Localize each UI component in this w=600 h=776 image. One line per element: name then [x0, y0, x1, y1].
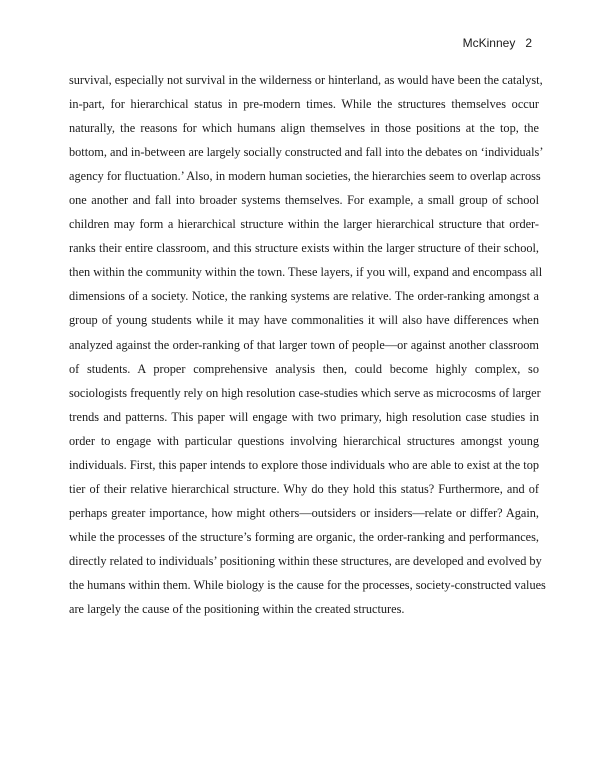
text-line: are largely the cause of the positioning within the created structures.	[69, 602, 405, 617]
text-line: analyzed against the order-ranking of that larger town of people—or against another classroom	[69, 337, 539, 352]
text-line: the humans within them. While biology is the cause for the processes, society-constructed values	[69, 577, 546, 592]
author-name: McKinney	[462, 36, 516, 50]
text-line: agency for fluctuation.’ Also, in modern human societies, the hierarchies seem to overlap across	[69, 169, 541, 184]
text-line: tier of their relative hierarchical structure. Why do they hold this status? Furthermore, and of	[69, 481, 539, 496]
text-line: children may form a hierarchical structure within the larger hierarchical structure that order-	[69, 217, 539, 232]
text-line: sociologists frequently rely on high resolution case-studies which serve as microcosms of larger	[69, 385, 541, 400]
text-line: group of young students while it may have commonalities it will also have differences when	[69, 313, 539, 328]
text-line: of students. A proper comprehensive analysis then, could become highly complex, so	[69, 361, 539, 376]
text-line: survival, especially not survival in the wilderness or hinterland, as would have been the catalyst,	[69, 73, 543, 87]
text-line: order to engage with particular questions involving hierarchical structures amongst young	[69, 433, 539, 448]
page-number: 2	[525, 36, 532, 50]
text-line: dimensions of a society. Notice, the ranking systems are relative. The order-ranking amongst a	[69, 289, 539, 304]
text-line: one another and fall into broader systems themselves. For example, a small group of school	[69, 193, 539, 208]
running-head	[463, 36, 532, 50]
text-line: then within the community within the town. These layers, if you will, expand and encompass all	[69, 265, 543, 280]
text-line: naturally, the reasons for which humans align themselves in those positions at the top, the	[69, 121, 539, 136]
text-line: while the processes of the structure’s forming are organic, the order-ranking and performances,	[69, 529, 539, 544]
text-line: in-part, for hierarchical status in pre-modern times. While the structures themselves occur	[69, 97, 539, 112]
text-line: individuals. First, this paper intends to explore those individuals who are able to exist at the top	[69, 457, 539, 472]
text-line: directly related to individuals’ positioning within these structures, are developed and evolved by	[69, 553, 542, 568]
text-line: ranks their entire classroom, and this structure exists within the larger structure of their school,	[69, 241, 539, 256]
text-line: perhaps greater importance, how might others—outsiders or insiders—relate or differ? Again,	[69, 505, 539, 520]
body-paragraph	[69, 68, 546, 621]
text-line: trends and patterns. This paper will engage with two primary, high resolution case studies in	[69, 409, 539, 424]
text-line: bottom, and in-between are largely socially constructed and fall into the debates on ‘individuals’	[69, 145, 544, 160]
